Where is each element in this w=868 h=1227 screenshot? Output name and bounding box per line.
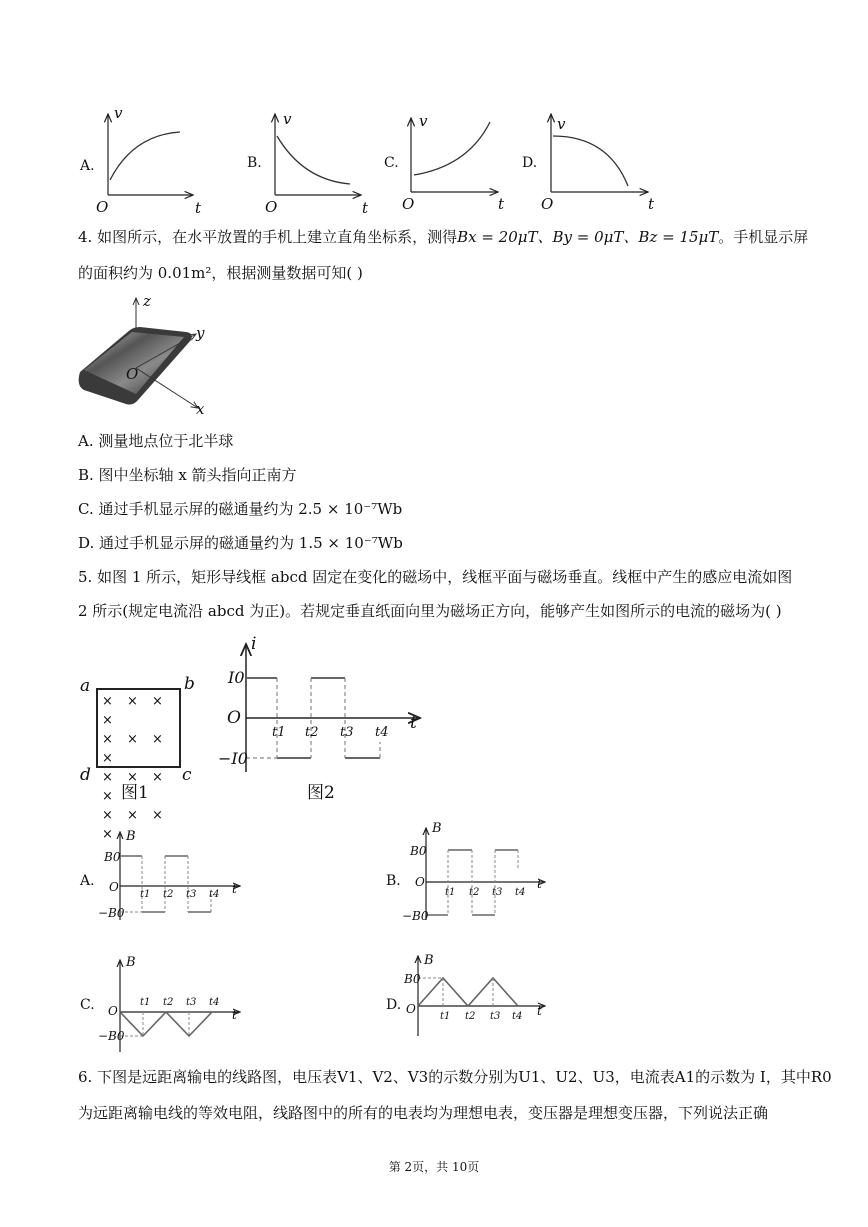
q5-b-t4: t4	[515, 887, 526, 898]
q5-b-neg: −B0	[402, 909, 429, 923]
q6-stem-line1: 6. 下图是远距离输电的线路图，电压表V1、V2、V3的示数分别为U1、U2、U3，电流表A1的示数为 I，其中R0	[78, 1068, 832, 1086]
q5-b-t2: t2	[469, 887, 480, 898]
q4-option-c[interactable]: C. 通过手机显示屏的磁通量约为 2.5 × 10⁻⁷Wb	[78, 500, 403, 518]
q5-fig2-neg-label: −I0	[218, 749, 248, 768]
q5-option-a-label[interactable]: A.	[80, 873, 95, 889]
q5-fig2-t4: t4	[375, 725, 389, 740]
q5-a-neg: −B0	[98, 906, 125, 920]
q5-option-b-label[interactable]: B.	[386, 873, 401, 889]
q5-fig1-a: a	[80, 676, 91, 696]
q5-c-origin: O	[108, 1004, 118, 1018]
q5-fig1-caption: 图1	[121, 783, 149, 803]
q5-fig2-pos-label: I0	[228, 668, 245, 687]
q5-b-y: B	[432, 821, 442, 836]
field-mark-row: × × × ×	[102, 808, 168, 842]
q3-c-y-label: v	[419, 112, 428, 130]
q5-fig2-t1: t1	[272, 725, 286, 740]
q3-d-x-label: t	[648, 195, 655, 213]
q3-a-origin: O	[96, 198, 109, 216]
q5-fig2-t2: t2	[305, 725, 319, 740]
q5-a-t3: t3	[186, 889, 197, 900]
q3-graphs	[78, 100, 798, 215]
page-footer: 第 2页，共 10页	[388, 1160, 480, 1174]
q3-d-origin: O	[541, 195, 554, 213]
q4-phone-figure	[76, 290, 236, 420]
q4-stem-line1: 4. 如图所示，在水平放置的手机上建立直角坐标系，测得Bx = 20μT、By = 0μT、Bz = 15μT。手机显示屏	[78, 228, 809, 246]
q3-a-y-label: v	[114, 104, 123, 122]
q3-graph-a	[108, 114, 193, 195]
q5-option-graphs	[0, 820, 868, 1060]
field-mark-row: × × × ×	[102, 732, 168, 766]
q5-option-c-graph[interactable]	[120, 960, 240, 1052]
q3-graph-row	[78, 100, 798, 215]
q5-stem-line2: 2 所示(规定电流沿 abcd 为正)。若规定垂直纸面向里为磁场正方向，能够产生如图所示的电流的磁场为( )	[78, 602, 782, 620]
field-mark-row: × × × ×	[102, 694, 168, 728]
q4-option-b[interactable]: B. 图中坐标轴 x 箭头指向正南方	[78, 466, 297, 484]
q5-c-t3: t3	[186, 997, 197, 1008]
q4-x-label: x	[196, 400, 205, 418]
q5-a-pos: B0	[104, 850, 121, 864]
q5-a-origin: O	[109, 880, 119, 894]
q5-c-x: t	[232, 1008, 237, 1022]
q5-b-x: t	[537, 877, 542, 891]
q3-b-x-label: t	[362, 199, 369, 217]
q5-option-d-graph[interactable]	[418, 956, 545, 1036]
q5-fig2-caption: 图2	[307, 783, 335, 803]
q5-c-t2: t2	[163, 997, 174, 1008]
q4-option-a[interactable]: A. 测量地点位于北半球	[78, 432, 234, 450]
q5-b-t1: t1	[445, 887, 456, 898]
q5-d-t4: t4	[512, 1011, 523, 1022]
q3-graph-d	[551, 114, 648, 192]
q3-option-c-label: C.	[384, 155, 399, 171]
q4-stem-line2: 的面积约为 0.01m²，根据测量数据可知( )	[78, 264, 363, 282]
q5-option-d-label[interactable]: D.	[386, 997, 402, 1013]
q3-a-x-label: t	[195, 199, 202, 217]
q3-option-d-label: D.	[522, 155, 538, 171]
q5-a-y: B	[126, 829, 136, 844]
q3-option-a-label: A.	[80, 158, 95, 174]
q5-fig2-t3: t3	[340, 725, 354, 740]
phone-diagram	[76, 290, 236, 420]
q5-fig1-c: c	[182, 765, 192, 785]
q5-fig2-x-label: t	[410, 713, 417, 733]
q3-b-y-label: v	[283, 110, 292, 128]
q3-d-y-label: v	[557, 115, 566, 133]
q5-c-neg: −B0	[98, 1029, 125, 1043]
q5-d-y: B	[424, 953, 434, 968]
q5-stem-line1: 5. 如图 1 所示，矩形导线框 abcd 固定在变化的磁场中，线框平面与磁场垂直。线框中产生的感应电流如图	[78, 568, 793, 586]
field-mark-row: × × × ×	[102, 770, 168, 804]
q3-c-origin: O	[402, 195, 415, 213]
q5-d-t3: t3	[490, 1011, 501, 1022]
q5-b-pos: B0	[410, 844, 427, 858]
q3-option-b-label: B.	[247, 155, 262, 171]
q4-field-values: Bx = 20μT、By = 0μT、Bz = 15μT	[457, 228, 719, 246]
q5-option-a-graph[interactable]	[120, 832, 240, 920]
q4-y-label: y	[196, 324, 205, 342]
q5-d-t1: t1	[440, 1011, 451, 1022]
q5-fig2-graph	[220, 632, 430, 792]
q5-option-c-label[interactable]: C.	[80, 997, 95, 1013]
q5-fig1-b: b	[184, 674, 195, 694]
q5-c-t4: t4	[209, 997, 220, 1008]
q5-d-t2: t2	[465, 1011, 476, 1022]
q5-a-t4: t4	[209, 889, 220, 900]
q4-option-d[interactable]: D. 通过手机显示屏的磁通量约为 1.5 × 10⁻⁷Wb	[78, 534, 403, 552]
q5-options	[0, 820, 868, 1060]
q5-fig1-d: d	[80, 765, 91, 785]
q5-fig2-y-label: i	[251, 634, 257, 654]
q5-c-t1: t1	[140, 997, 151, 1008]
q5-b-t3: t3	[492, 887, 503, 898]
q5-d-pos: B0	[404, 972, 421, 986]
q5-d-origin: O	[406, 1002, 416, 1016]
q4-origin-label: O	[126, 365, 139, 383]
q5-c-y: B	[126, 955, 136, 970]
q3-c-x-label: t	[498, 195, 505, 213]
q5-fig2	[220, 632, 430, 792]
q5-d-x: t	[537, 1004, 542, 1018]
q5-fig2-origin: O	[227, 708, 241, 728]
q5-b-origin: O	[415, 875, 425, 889]
q5-a-t1: t1	[140, 889, 151, 900]
q4-z-label: z	[143, 292, 151, 310]
q6-stem-line2: 为远距离输电线的等效电阻，线路图中的所有的电表均为理想电表，变压器是理想变压器，下列说法正确	[78, 1104, 769, 1122]
q5-a-t2: t2	[163, 889, 174, 900]
q3-b-origin: O	[265, 198, 278, 216]
q5-a-x: t	[232, 882, 237, 896]
q5-option-b-graph[interactable]	[426, 828, 545, 920]
